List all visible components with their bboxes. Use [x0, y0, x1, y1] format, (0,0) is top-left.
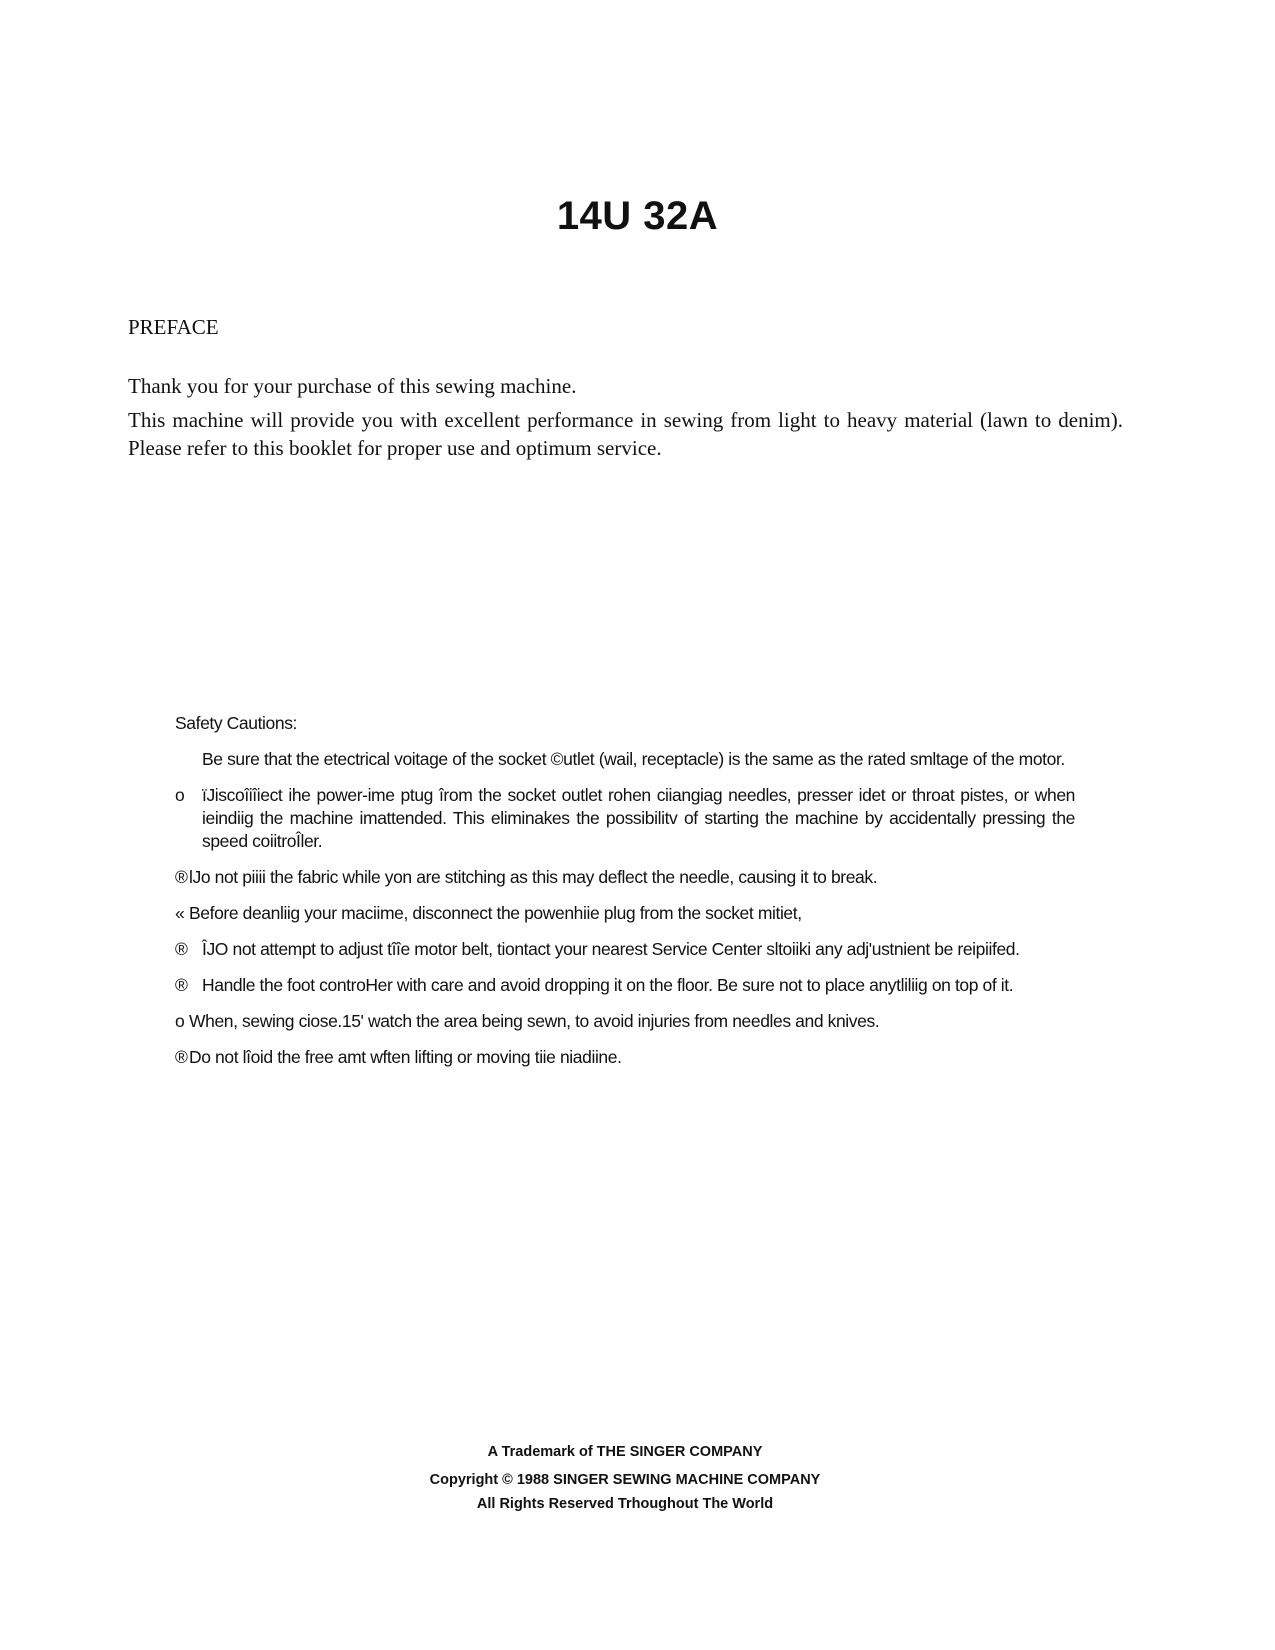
caution-text: When, sewing ciose.15' watch the area being sewn, to avoid injuries from needles and knives. — [189, 1011, 880, 1031]
preface-section — [128, 313, 1123, 468]
caution-text: Handle the foot controHer with care and avoid dropping it on the floor. Be sure not to place anytliliig on top of it. — [202, 975, 1014, 995]
caution-marker: ® — [175, 867, 188, 887]
caution-text: lJo not piiii the fabric while yon are stitching as this may deflect the needle, causing it to break. — [189, 867, 878, 887]
caution-marker: ® — [175, 939, 188, 959]
caution-marker: ® — [175, 1047, 188, 1067]
caution-text: Be sure that the etectrical voitage of the socket ©utlet (wail, receptacle) is the same as the rated smltage of the motor. — [202, 749, 1065, 769]
caution-text: Before deanliig your maciime, disconnect the powenhiie plug from the socket mitiet, — [189, 903, 802, 923]
caution-text: Do not lîoid the free amt wften lifting or moving tiie niadiine. — [189, 1047, 622, 1067]
preface-paragraph-2: This machine will provide you with excellent performance in sewing from light to heavy material (lawn to denim). Please refer to this booklet for proper use and optimum service. — [128, 408, 1123, 460]
caution-marker: o — [175, 785, 185, 805]
footer — [0, 1440, 1250, 1516]
caution-item-voltage — [175, 748, 1075, 771]
model-title: 14U 32A — [556, 194, 719, 238]
caution-item-disconnect — [175, 784, 1075, 853]
safety-cautions-section — [175, 712, 1075, 1082]
preface-heading: PREFACE — [128, 315, 219, 339]
caution-item-fabric — [175, 866, 1075, 889]
caution-text: ÎJO not attempt to adjust tîîe motor belt, tiontact your nearest Service Center sltoiiki any adj'ustnient be reipiifed. — [202, 939, 1020, 959]
copyright-line: Copyright © 1988 SINGER SEWING MACHINE COMPANY — [429, 1472, 821, 1488]
trademark-line: A Trademark of THE SINGER COMPANY — [487, 1444, 763, 1460]
preface-paragraph-1: Thank you for your purchase of this sewing machine. — [128, 374, 577, 398]
caution-item-free-arm — [175, 1046, 1075, 1069]
caution-item-watch-area — [175, 1010, 1075, 1033]
caution-item-cleaning — [175, 902, 1075, 925]
caution-text: ïJiscoîiîiect ihe power-ime ptug îrom the socket outlet rohen ciiangiag needles, presser idet or throat pistes, or when ieindiig the machine imattended. This eliminakes the possibilitv of starting the machine by accidentally pressing the speed coiitroÎler. — [202, 785, 1075, 851]
caution-marker: ® — [175, 975, 188, 995]
safety-cautions-heading: Safety Cautions: — [175, 713, 298, 733]
caution-marker: « — [175, 903, 185, 923]
caution-item-foot-controller — [175, 974, 1075, 997]
caution-item-motor-belt — [175, 938, 1075, 961]
rights-line: All Rights Reserved Trhoughout The World — [476, 1496, 774, 1512]
caution-marker: o — [175, 1011, 185, 1031]
